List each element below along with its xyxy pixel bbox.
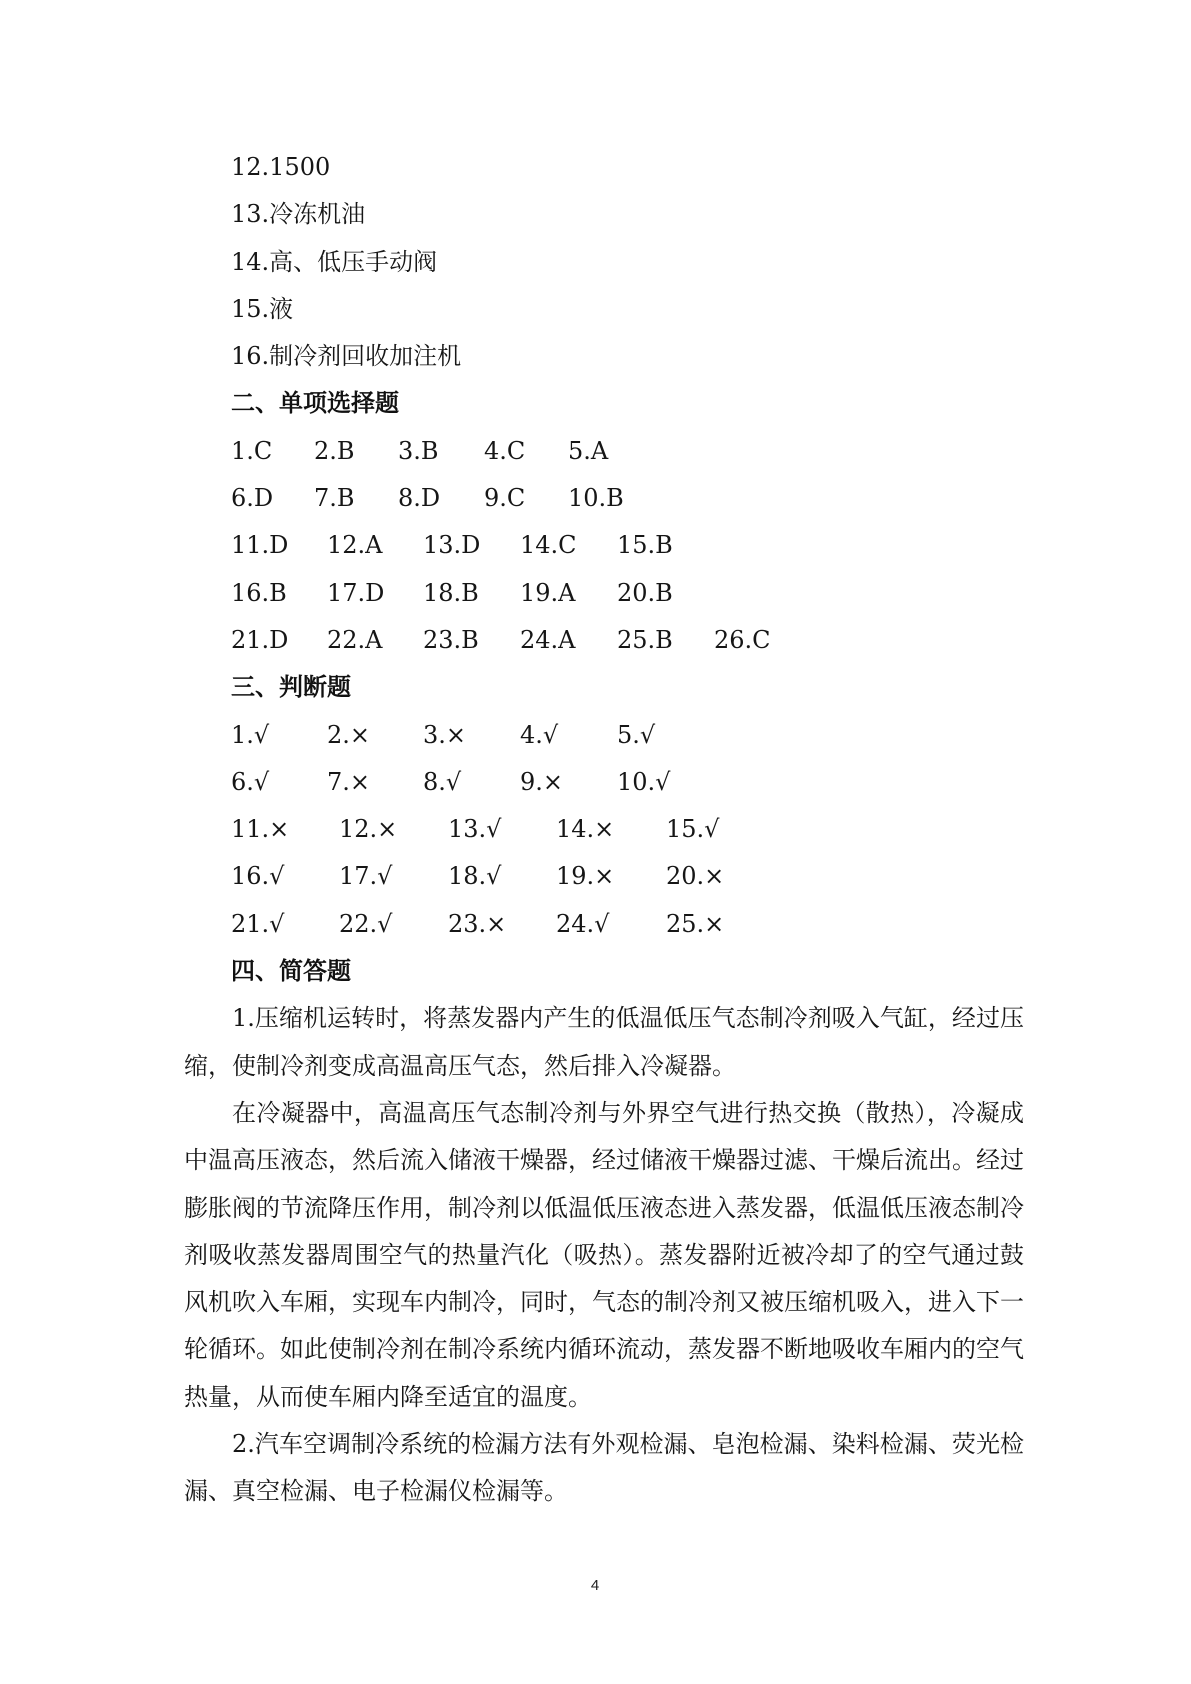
section-heading-short-answer: 四、简答题 [231,957,351,986]
answer-content [184,144,1024,1516]
mc-answer-row [184,475,1024,522]
fill-in-answer: 14.高、低压手动阀 [231,247,438,276]
mc-answer-row [184,617,1024,664]
tf-answer: 8.√ [423,767,462,796]
tf-answer: 11.× [231,815,290,844]
mc-answer: 20.B [617,578,673,607]
paragraph-line: 2.汽车空调制冷系统的检漏方法有外观检漏、皂泡检漏、染料检漏、荧光检 [232,1430,1024,1459]
mc-answer: 17.D [327,578,385,607]
mc-answer: 6.D [231,484,274,513]
paragraph-line: 轮循环。如此使制冷剂在制冷系统内循环流动，蒸发器不断地吸收车厢内的空气 [184,1335,1024,1364]
mc-answer: 9.C [484,484,526,513]
fill-in-answer: 16.制冷剂回收加注机 [231,342,462,371]
mc-answer-row [184,428,1024,475]
paragraph-line: 漏、真空检漏、电子检漏仪检漏等。 [184,1477,568,1506]
paragraph-line: 剂吸收蒸发器周围空气的热量汽化（吸热）。蒸发器附近被冷却了的空气通过鼓 [184,1240,1024,1269]
tf-answer-row [184,712,1024,759]
tf-answer: 17.√ [339,862,393,891]
tf-answer: 14.× [556,815,615,844]
mc-answer: 8.D [398,484,441,513]
paragraph-line: 缩，使制冷剂变成高温高压气态，然后排入冷凝器。 [184,1051,736,1080]
paragraph-line: 风机吹入车厢，实现车内制冷，同时，气态的制冷剂又被压缩机吸入，进入下一 [184,1288,1024,1317]
mc-answer: 11.D [231,531,289,560]
tf-answer: 22.√ [339,909,393,938]
fill-in-answer: 13.冷冻机油 [231,200,366,229]
tf-answer: 16.√ [231,862,285,891]
short-answer-paragraph [184,995,1024,1090]
tf-answer: 18.√ [448,862,502,891]
fill-in-answer: 15.液 [231,294,294,323]
mc-answer: 10.B [568,484,624,513]
tf-answer: 13.√ [448,815,502,844]
tf-answer: 15.√ [666,815,720,844]
tf-answer: 19.× [556,862,615,891]
tf-answer-row [184,759,1024,806]
short-answer-paragraph [184,1421,1024,1516]
page-number: 4 [590,1577,600,1594]
tf-answer: 24.√ [556,909,610,938]
short-answer-paragraph [184,1090,1024,1421]
tf-answer: 6.√ [231,767,270,796]
mc-answer-row [184,522,1024,569]
mc-answer: 24.A [520,625,576,654]
tf-answer: 25.× [666,909,725,938]
mc-answer: 4.C [484,436,526,465]
tf-answer: 1.√ [231,720,270,749]
tf-answer: 5.√ [617,720,656,749]
paragraph-line: 中温高压液态，然后流入储液干燥器，经过储液干燥器过滤、干燥后流出。经过 [184,1146,1024,1175]
mc-answer: 15.B [617,531,673,560]
section-heading-multiple-choice: 二、单项选择题 [231,389,399,418]
tf-answer-row [184,806,1024,853]
mc-answer: 1.C [231,436,273,465]
mc-answer: 12.A [327,531,383,560]
section-heading-true-false: 三、判断题 [231,673,351,702]
paragraph-line: 在冷凝器中，高温高压气态制冷剂与外界空气进行热交换（散热），冷凝成 [232,1098,1024,1127]
mc-answer: 2.B [314,436,355,465]
paragraph-line: 热量，从而使车厢内降至适宜的温度。 [184,1382,592,1411]
mc-answer: 26.C [714,625,771,654]
tf-answer-row [184,901,1024,948]
mc-answer: 18.B [423,578,479,607]
mc-answer: 14.C [520,531,577,560]
tf-answer: 12.× [339,815,398,844]
fill-in-answer: 12.1500 [231,153,331,181]
tf-answer: 21.√ [231,909,285,938]
tf-answer: 4.√ [520,720,559,749]
mc-answer-row [184,570,1024,617]
tf-answer: 10.√ [617,767,671,796]
tf-answer: 23.× [448,909,507,938]
mc-answer: 19.A [520,578,576,607]
mc-answer: 7.B [314,484,355,513]
mc-answer: 3.B [398,436,439,465]
tf-answer: 9.× [520,767,564,796]
tf-answer: 7.× [327,767,371,796]
mc-answer: 25.B [617,625,673,654]
mc-answer: 16.B [231,578,287,607]
mc-answer: 23.B [423,625,479,654]
paragraph-line: 1.压缩机运转时，将蒸发器内产生的低温低压气态制冷剂吸入气缸，经过压 [232,1004,1024,1033]
mc-answer: 5.A [568,436,609,465]
tf-answer: 3.× [423,720,467,749]
paragraph-line: 膨胀阀的节流降压作用，制冷剂以低温低压液态进入蒸发器，低温低压液态制冷 [184,1193,1024,1222]
tf-answer-row [184,853,1024,900]
tf-answer: 20.× [666,862,725,891]
mc-answer: 22.A [327,625,383,654]
mc-answer: 13.D [423,531,481,560]
tf-answer: 2.× [327,720,371,749]
mc-answer: 21.D [231,625,289,654]
